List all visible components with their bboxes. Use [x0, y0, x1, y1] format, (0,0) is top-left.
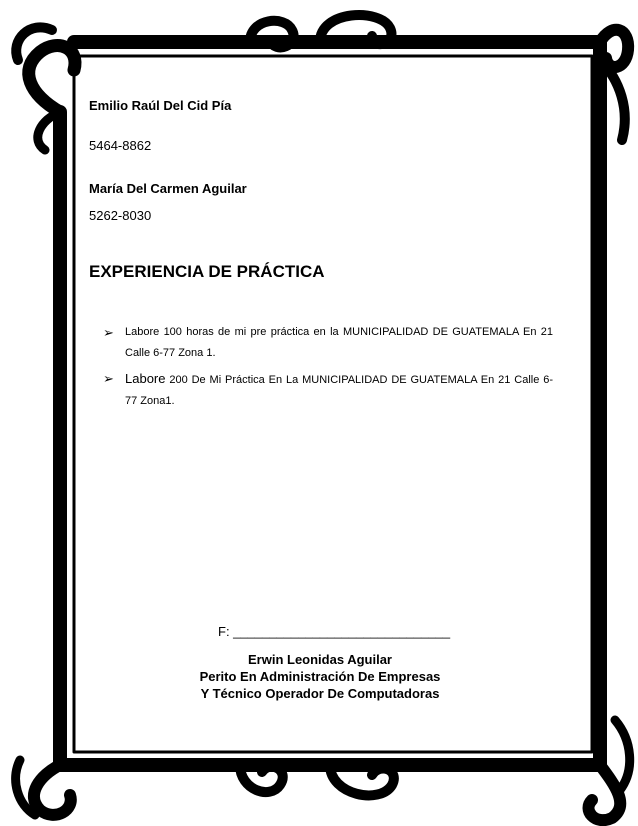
arrow-bullet-icon: ➢	[103, 371, 114, 386]
list-item-text: 200 De Mi Práctica En La MUNICIPALIDAD DE GUATEMALA En 21 Calle 6-77 Zona1.	[125, 374, 553, 407]
reference-phone-1: 5464-8862	[89, 138, 152, 153]
arrow-bullet-icon: ➢	[103, 325, 114, 340]
list-item-lead: Labore	[125, 371, 166, 386]
signer-title-2: Y Técnico Operador De Computadoras	[200, 686, 440, 701]
reference-name-2: María Del Carmen Aguilar	[89, 181, 247, 196]
signer-title-1: Perito En Administración De Empresas	[199, 669, 441, 684]
section-title: EXPERIENCIA DE PRÁCTICA	[89, 262, 325, 281]
list-item	[103, 322, 553, 364]
reference-phone-2: 5262-8030	[89, 208, 152, 223]
signer-name: Erwin Leonidas Aguilar	[248, 652, 392, 667]
signature-line: F: ______________________________	[218, 624, 451, 639]
list-item	[103, 368, 553, 412]
reference-name-1: Emilio Raúl Del Cid Pía	[89, 98, 232, 113]
list-item-text: Labore 100 horas de mi pre práctica en la MUNICIPALIDAD DE GUATEMALA En 21 Calle 6-77 Zona 1.	[125, 326, 553, 359]
list-item-text-wrapper	[103, 368, 553, 412]
